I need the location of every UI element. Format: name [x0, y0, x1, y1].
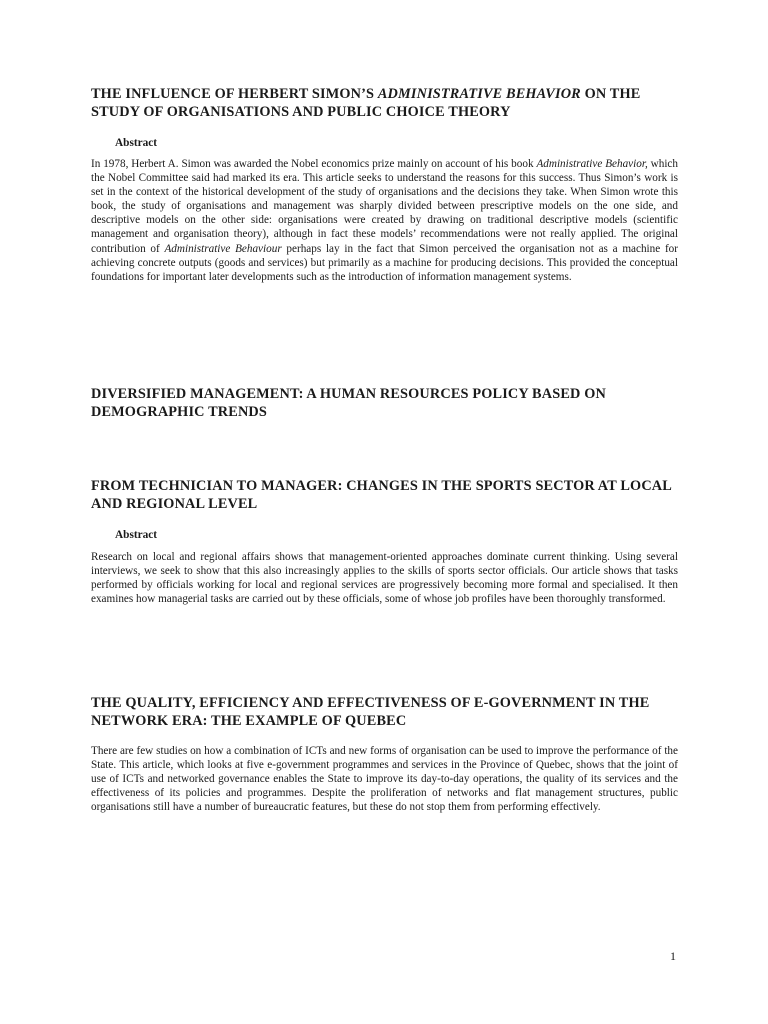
section-3-abstract-label: Abstract	[115, 529, 158, 541]
section-4-title: THE QUALITY, EFFICIENCY AND EFFECTIVENESS OF E-GOVERNMENT IN THE NETWORK ERA: THE EXAMPLE OF QUEBEC	[91, 695, 650, 729]
section-1-title-start: THE INFLUENCE OF HERBERT SIMON’S	[91, 86, 378, 102]
section-3-title: FROM TECHNICIAN TO MANAGER: CHANGES IN THE SPORTS SECTOR AT LOCAL AND REGIONAL LEVEL	[91, 478, 672, 512]
section-1-abstract-italic-1: Administrative Behavior,	[536, 158, 648, 170]
section-1-abstract	[91, 157, 678, 284]
page-number: 1	[670, 949, 676, 963]
section-4-abstract: There are few studies on how a combination of ICTs and new forms of organisation can be used to improve the performance of the State. This article, which looks at five e-government programmes and services in the Province of Quebec, shows that the joint of use of ICTs and networked governance enables the State to improve its day-to-day operations, the quality of its services and the effectiveness of its policies and programmes. Despite the proliferation of networks and flat management structures, public organisations still have a number of bureaucratic features, but these do not stop them from performing effectively.	[91, 745, 678, 814]
section-1-title	[91, 86, 691, 121]
section-1-abstract-part-3: perhaps lay in the fact that Simon perceived the organisation not as a machine for achieving concrete outputs (goods and services) but primarily as a machine for producing decisions. This provided the conceptual foundations for important later developments such as the introduction of information management systems.	[91, 242, 678, 283]
section-1-abstract-label: Abstract	[115, 137, 158, 149]
section-1-abstract-part-1: In 1978, Herbert A. Simon was awarded the Nobel economics prize mainly on account of his book	[91, 158, 537, 170]
section-1-abstract-italic-2: Administrative Behaviour	[164, 242, 282, 255]
section-2-title: DIVERSIFIED MANAGEMENT: A HUMAN RESOURCES POLICY BASED ON DEMOGRAPHIC TRENDS	[91, 386, 606, 420]
section-1-title-italic: ADMINISTRATIVE BEHAVIOR	[377, 86, 581, 102]
section-1-title-end: ON THE STUDY OF ORGANISATIONS AND PUBLIC CHOICE THEORY	[91, 86, 641, 120]
section-3-abstract: Research on local and regional affairs shows that management-oriented approaches dominate current thinking. Using several interviews, we seek to show that this also increasingly applies to the skills of sports sector officials. Our article shows that tasks performed by officials working for local and regional services are progressively becoming more formal and specialised. It then examines how managerial tasks are carried out by these officials, some of whose job profiles have been thoroughly transformed.	[91, 551, 678, 606]
section-1-abstract-part-2: which the Nobel Committee said had marked its era. This article seeks to understand the reasons for this success. Thus Simon’s work is set in the context of the historical development of the study of organisations and the decisions they take. When Simon wrote this book, the study of organisations and management was sharply divided between prescriptive models on the one side, and descriptive models on the other side: organisations were created by drawing on traditional descriptive models (scientific management and organisation theory), although in fact these models’ recommendations were not really applied. The original contribution of	[91, 158, 678, 255]
